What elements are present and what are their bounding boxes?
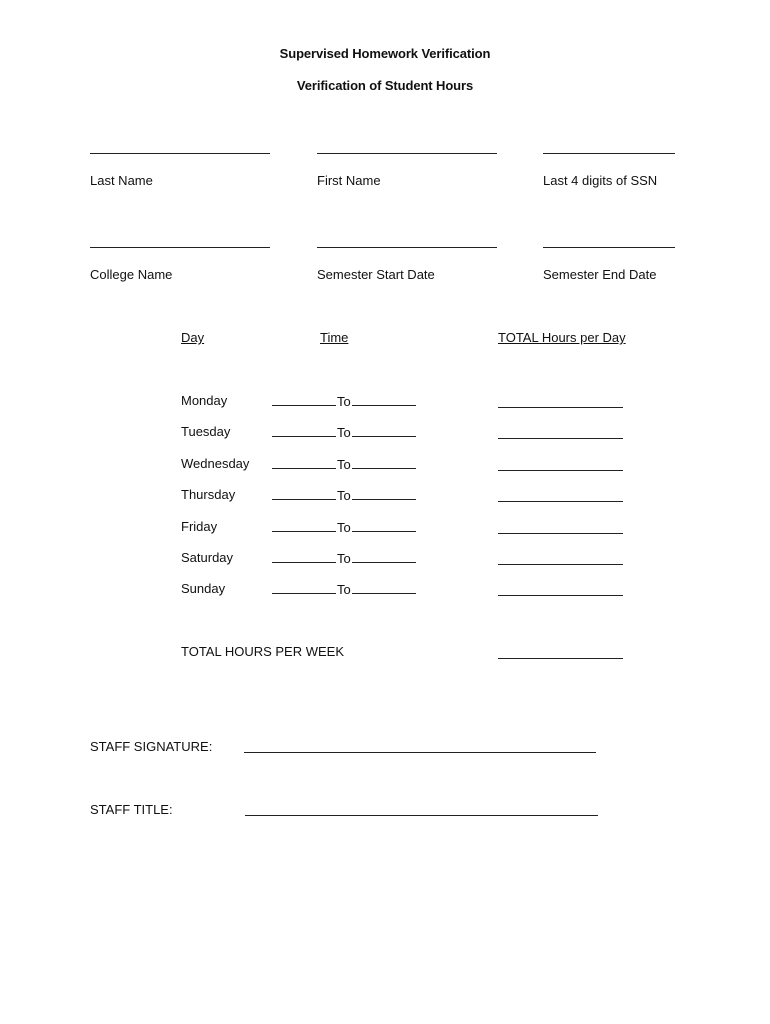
- ssn-blank[interactable]: [543, 153, 675, 154]
- start-time-blank[interactable]: [272, 487, 336, 500]
- time-range-thursday: [272, 487, 416, 503]
- time-range-wednesday: [272, 456, 416, 472]
- end-time-blank[interactable]: [352, 424, 416, 437]
- start-time-blank[interactable]: [272, 456, 336, 469]
- end-time-blank[interactable]: [352, 456, 416, 469]
- daily-total-blank-thursday[interactable]: [498, 501, 623, 502]
- to-label: To: [337, 488, 351, 503]
- staff-signature-blank[interactable]: [244, 752, 596, 753]
- day-label-thursday: Thursday: [181, 487, 236, 502]
- staff-signature-label: STAFF SIGNATURE:: [90, 739, 213, 754]
- time-range-friday: [272, 519, 416, 535]
- last-name-blank[interactable]: [90, 153, 270, 154]
- staff-title-label: STAFF TITLE:: [90, 802, 173, 817]
- daily-total-blank-tuesday[interactable]: [498, 438, 623, 439]
- time-range-monday: [272, 393, 416, 409]
- weekly-total-blank[interactable]: [498, 658, 623, 659]
- college-name-label: College Name: [90, 267, 173, 282]
- semester-start-blank[interactable]: [317, 247, 497, 248]
- college-name-blank[interactable]: [90, 247, 270, 248]
- start-time-blank[interactable]: [272, 519, 336, 532]
- end-time-blank[interactable]: [352, 519, 416, 532]
- to-label: To: [337, 520, 351, 535]
- first-name-label: First Name: [317, 173, 381, 188]
- start-time-blank[interactable]: [272, 393, 336, 406]
- day-label-monday: Monday: [181, 393, 228, 408]
- ssn-label: Last 4 digits of SSN: [543, 173, 658, 188]
- end-time-blank[interactable]: [352, 550, 416, 563]
- semester-end-label: Semester End Date: [543, 267, 657, 282]
- total-hours-header: TOTAL Hours per Day: [498, 330, 626, 345]
- to-label: To: [337, 425, 351, 440]
- day-label-wednesday: Wednesday: [181, 456, 250, 471]
- time-header: Time: [320, 330, 349, 345]
- start-time-blank[interactable]: [272, 424, 336, 437]
- form-title: Supervised Homework Verification: [279, 46, 491, 61]
- form-subtitle: Verification of Student Hours: [296, 78, 474, 93]
- start-time-blank[interactable]: [272, 550, 336, 563]
- semester-end-blank[interactable]: [543, 247, 675, 248]
- time-range-sunday: [272, 581, 416, 597]
- daily-total-blank-saturday[interactable]: [498, 564, 623, 565]
- to-label: To: [337, 394, 351, 409]
- first-name-blank[interactable]: [317, 153, 497, 154]
- time-range-tuesday: [272, 424, 416, 440]
- daily-total-blank-wednesday[interactable]: [498, 470, 623, 471]
- semester-start-label: Semester Start Date: [317, 267, 435, 282]
- to-label: To: [337, 457, 351, 472]
- to-label: To: [337, 551, 351, 566]
- day-label-tuesday: Tuesday: [181, 424, 231, 439]
- day-label-sunday: Sunday: [181, 581, 226, 596]
- day-label-saturday: Saturday: [181, 550, 234, 565]
- daily-total-blank-monday[interactable]: [498, 407, 623, 408]
- daily-total-blank-friday[interactable]: [498, 533, 623, 534]
- staff-title-blank[interactable]: [245, 815, 598, 816]
- last-name-label: Last Name: [90, 173, 153, 188]
- day-header: Day: [181, 330, 205, 345]
- to-label: To: [337, 582, 351, 597]
- daily-total-blank-sunday[interactable]: [498, 595, 623, 596]
- time-range-saturday: [272, 550, 416, 566]
- weekly-total-label: TOTAL HOURS PER WEEK: [181, 644, 345, 659]
- end-time-blank[interactable]: [352, 487, 416, 500]
- start-time-blank[interactable]: [272, 581, 336, 594]
- end-time-blank[interactable]: [352, 393, 416, 406]
- day-label-friday: Friday: [181, 519, 218, 534]
- end-time-blank[interactable]: [352, 581, 416, 594]
